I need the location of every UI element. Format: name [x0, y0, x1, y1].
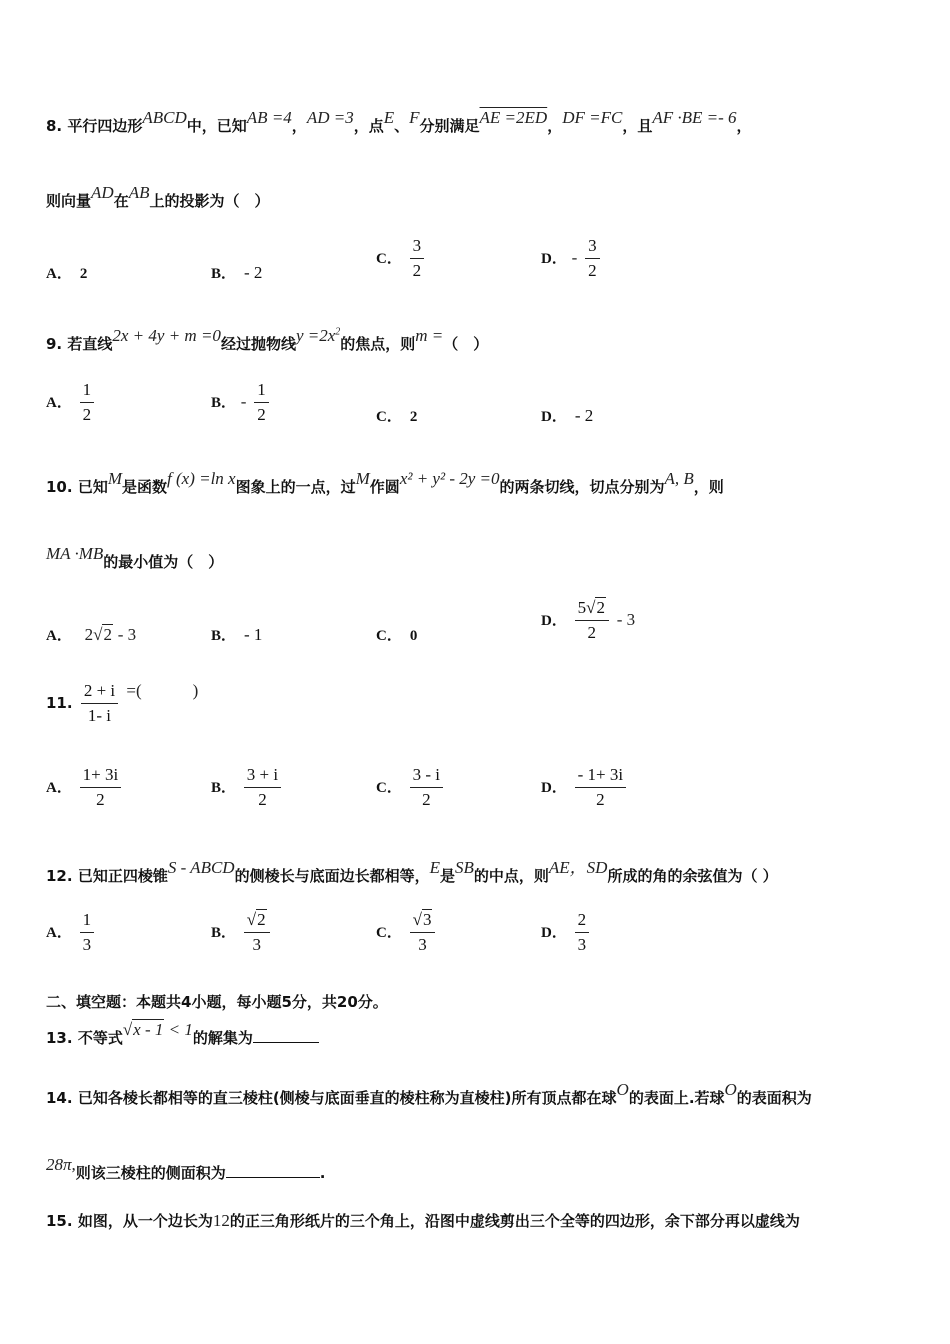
- q9-option-c[interactable]: [376, 405, 417, 426]
- option-label: B．: [211, 780, 237, 796]
- option-label: A．: [46, 628, 72, 644]
- denominator: 3: [418, 935, 427, 954]
- question-10-line-2: [46, 544, 224, 572]
- q11-option-d[interactable]: [541, 765, 629, 810]
- question-8-line-1: [46, 108, 752, 136]
- q14-text: 已知各棱长都相等的直三棱柱(侧棱与底面垂直的棱柱称为直棱柱)所有顶点都在球: [77, 1089, 617, 1107]
- numerator: 2: [575, 910, 590, 933]
- q11-option-b[interactable]: [211, 765, 284, 810]
- math-expression: M: [355, 469, 370, 488]
- q8-option-c[interactable]: [376, 236, 427, 281]
- fraction: [80, 380, 95, 425]
- q10-text: ，则: [693, 478, 724, 496]
- q15-text: 如图，从一个边长为: [77, 1212, 213, 1230]
- fraction: [244, 765, 281, 810]
- q9-text: 的焦点，则: [340, 335, 416, 353]
- math-expression: AE，SD: [548, 858, 608, 877]
- math-expression: O: [616, 1080, 629, 1099]
- numerator: 2 + i: [81, 681, 118, 704]
- numerator: 5√2: [575, 598, 609, 621]
- option-label: C．: [376, 628, 402, 644]
- question-number: 10.: [46, 478, 73, 496]
- q15-text: 的正三角形纸片的三个角上，沿图中虚线剪出三个全等的四边形，余下部分再以虚线为: [229, 1212, 800, 1230]
- numerator: 1: [80, 910, 95, 933]
- math-expression: AB =4: [246, 108, 292, 127]
- option-label: A．: [46, 925, 72, 941]
- option-label: C．: [376, 409, 402, 425]
- q9-option-a[interactable]: [46, 380, 97, 425]
- denominator: 3: [577, 935, 587, 954]
- option-label: D．: [541, 613, 567, 629]
- q8-option-d[interactable]: [541, 236, 603, 281]
- denominator: 2: [588, 261, 597, 280]
- fraction: [81, 681, 118, 726]
- math-expression: MA ·MB: [46, 544, 104, 563]
- q10-text: 作圆: [369, 478, 400, 496]
- q8-text: ，且: [622, 117, 653, 135]
- option-label: C．: [376, 925, 402, 941]
- numerator: √3: [410, 910, 436, 933]
- minus-sign: -: [240, 392, 247, 411]
- option-label: B．: [211, 925, 237, 941]
- q8-text: 则向量: [46, 192, 92, 210]
- q8-text: ，: [291, 117, 307, 135]
- sqrt-expression: √2: [93, 625, 112, 644]
- q12-option-c[interactable]: [376, 910, 438, 955]
- radicand: 2: [596, 598, 605, 617]
- math-expression: AD: [91, 183, 114, 202]
- option-value: 2: [79, 266, 88, 282]
- q10-text: 是函数: [122, 478, 168, 496]
- option-value: 0: [409, 628, 418, 644]
- numerator: √2: [244, 910, 270, 933]
- q9-option-b[interactable]: [211, 380, 272, 425]
- coefficient: 5: [577, 598, 587, 617]
- denominator: 2: [596, 790, 605, 809]
- radicand: 2: [103, 625, 112, 644]
- q12-text: 的中点，则: [473, 867, 549, 885]
- fraction: [585, 236, 600, 281]
- option-label: B．: [211, 395, 237, 411]
- question-8-line-2: [46, 183, 270, 211]
- q8-text: 分别满足: [419, 117, 480, 135]
- vector-expression: AE =2ED: [479, 108, 548, 127]
- fraction: [254, 380, 269, 425]
- numerator: 1+ 3i: [80, 765, 122, 788]
- math-expression: f (x) =ln x: [167, 469, 236, 488]
- math-expression: x² + y² - 2y =0: [399, 469, 500, 488]
- exponent: 2: [335, 326, 341, 338]
- numerator: - 1+ 3i: [575, 765, 626, 788]
- section-heading: 二、填空题：本题共4小题，每小题5分，共20分。: [46, 993, 388, 1011]
- option-value: 2: [409, 409, 418, 425]
- q9-text: 若直线: [67, 335, 113, 353]
- q12-text: 是: [439, 867, 455, 885]
- option-value: - 1: [244, 625, 263, 644]
- coefficient: 2: [84, 625, 94, 644]
- denominator: 3: [82, 935, 92, 954]
- math-tail: - 3: [616, 610, 636, 629]
- denominator: 2: [258, 790, 267, 809]
- q8-option-a[interactable]: [46, 262, 87, 283]
- question-13-line-1: [46, 1020, 319, 1048]
- question-12-line-1: [46, 858, 778, 886]
- denominator: 2: [412, 261, 422, 280]
- q10-text: 的最小值为（ ）: [103, 553, 224, 571]
- q11-option-a[interactable]: [46, 765, 124, 810]
- fraction: [575, 910, 590, 955]
- option-label: D．: [541, 409, 567, 425]
- radicand: x - 1: [133, 1020, 164, 1039]
- question-14-line-2: [46, 1155, 326, 1183]
- q8-text: 在: [113, 192, 129, 210]
- math-expression: A, B: [664, 469, 694, 488]
- q13-text: 的解集为: [192, 1029, 253, 1047]
- option-label: B．: [211, 266, 237, 282]
- q8-text: 平行四边形: [67, 117, 143, 135]
- option-label: D．: [541, 780, 567, 796]
- radicand: 2: [257, 910, 266, 929]
- option-label: D．: [541, 251, 567, 267]
- denominator: 1- i: [87, 706, 112, 725]
- math-expression: 2x + 4y + m =0: [112, 326, 221, 345]
- math-expression: ABCD: [142, 108, 187, 127]
- question-10-line-1: [46, 469, 724, 497]
- q10-text: 图象上的一点，过: [235, 478, 356, 496]
- fraction: [244, 910, 270, 955]
- q12-option-a[interactable]: [46, 910, 97, 955]
- fraction: [575, 765, 626, 810]
- math-expression: E: [383, 108, 395, 127]
- q11-option-c[interactable]: [376, 765, 446, 810]
- radicand: 3: [422, 910, 432, 929]
- question-number: 11.: [46, 694, 73, 712]
- denominator: 2: [82, 405, 92, 424]
- math-expression: AF ·BE =- 6: [652, 108, 737, 127]
- q12-option-b[interactable]: [211, 910, 273, 955]
- math-expression: DF =FC: [562, 108, 623, 127]
- fraction: [410, 910, 436, 955]
- q14-text: 的表面上.若球: [628, 1089, 725, 1107]
- math-expression: AB: [128, 183, 150, 202]
- denominator: 2: [422, 790, 431, 809]
- question-number: 15.: [46, 1212, 73, 1230]
- q10-option-a[interactable]: [46, 624, 136, 645]
- q12-option-d[interactable]: [541, 910, 592, 955]
- option-label: D．: [541, 925, 567, 941]
- q14-text: 则该三棱柱的侧面积为: [75, 1164, 226, 1182]
- math-tail: < 1: [168, 1020, 193, 1039]
- q10-text: 的两条切线，切点分别为: [499, 478, 665, 496]
- q8-text: 中，已知: [186, 117, 247, 135]
- q10-option-d[interactable]: [541, 598, 635, 643]
- math-tail: - 3: [117, 625, 137, 644]
- q10-option-b[interactable]: [211, 624, 262, 645]
- fraction: [575, 598, 609, 643]
- numerator: 3 + i: [244, 765, 281, 788]
- fraction: [80, 910, 95, 955]
- numerator: 1: [254, 380, 269, 403]
- question-9-line-1: [46, 326, 489, 354]
- denominator: 2: [587, 623, 597, 642]
- q14-text: 的表面积为: [736, 1089, 812, 1107]
- q12-text: 已知正四棱锥: [77, 867, 168, 885]
- denominator: 2: [257, 405, 266, 424]
- q8-text: ，: [736, 117, 752, 135]
- numerator: 3 - i: [410, 765, 443, 788]
- sqrt-expression: √x - 1 < 1: [122, 1020, 193, 1039]
- q9-text: （ ）: [443, 335, 489, 353]
- q10-text: 已知: [77, 478, 108, 496]
- minus-sign: -: [571, 248, 578, 267]
- fraction: [410, 765, 443, 810]
- numerator: 3: [585, 236, 600, 259]
- option-label: B．: [211, 628, 237, 644]
- question-number: 9.: [46, 335, 63, 353]
- q8-option-b[interactable]: [211, 262, 262, 283]
- option-label: A．: [46, 395, 72, 411]
- q9-text: 经过抛物线: [220, 335, 296, 353]
- math-expression: SB: [455, 858, 474, 877]
- question-11-line-1: [46, 681, 198, 726]
- math-expression: 28π,: [46, 1155, 76, 1174]
- q9-option-d[interactable]: [541, 405, 593, 426]
- answer-blank[interactable]: [226, 1177, 320, 1178]
- answer-blank[interactable]: [253, 1042, 319, 1043]
- option-value: - 2: [244, 263, 263, 282]
- math-part: y =2x: [295, 326, 336, 345]
- q8-text: 上的投影为（ ）: [149, 192, 270, 210]
- math-tail: =( ): [126, 681, 199, 700]
- question-number: 8.: [46, 117, 63, 135]
- option-label: C．: [376, 780, 402, 796]
- numerator: 3: [410, 236, 425, 259]
- denominator: 3: [252, 935, 261, 954]
- q13-text: 不等式: [77, 1029, 123, 1047]
- math-expression: M: [107, 469, 122, 488]
- numerator: 1: [80, 380, 95, 403]
- fraction: [80, 765, 122, 810]
- question-15-line-1: [46, 1210, 800, 1231]
- question-14-line-1: [46, 1080, 812, 1108]
- math-expression: [296, 326, 340, 345]
- math-expression: m =: [415, 326, 444, 345]
- math-expression: 12: [212, 1211, 230, 1230]
- option-label: C．: [376, 251, 402, 267]
- question-number: 13.: [46, 1029, 73, 1047]
- q10-option-c[interactable]: [376, 624, 417, 645]
- question-number: 14.: [46, 1089, 73, 1107]
- option-label: A．: [46, 266, 72, 282]
- q12-text: 所成的角的余弦值为（ ）: [607, 867, 778, 885]
- fraction: [410, 236, 425, 281]
- math-expression: S - ABCD: [167, 858, 235, 877]
- question-number: 12.: [46, 867, 73, 885]
- option-value: - 2: [574, 406, 594, 425]
- q12-text: 的侧棱长与底面边长都相等，: [234, 867, 430, 885]
- denominator: 2: [96, 790, 105, 809]
- math-expression: AD =3: [306, 108, 354, 127]
- q8-text: ，点: [353, 117, 384, 135]
- math-expression: E: [429, 858, 440, 877]
- option-label: A．: [46, 780, 72, 796]
- math-expression: F: [409, 108, 420, 127]
- q14-text: .: [319, 1164, 326, 1182]
- math-expression: O: [724, 1080, 737, 1099]
- q8-text: ，: [547, 117, 563, 135]
- q8-text: 、: [394, 117, 410, 135]
